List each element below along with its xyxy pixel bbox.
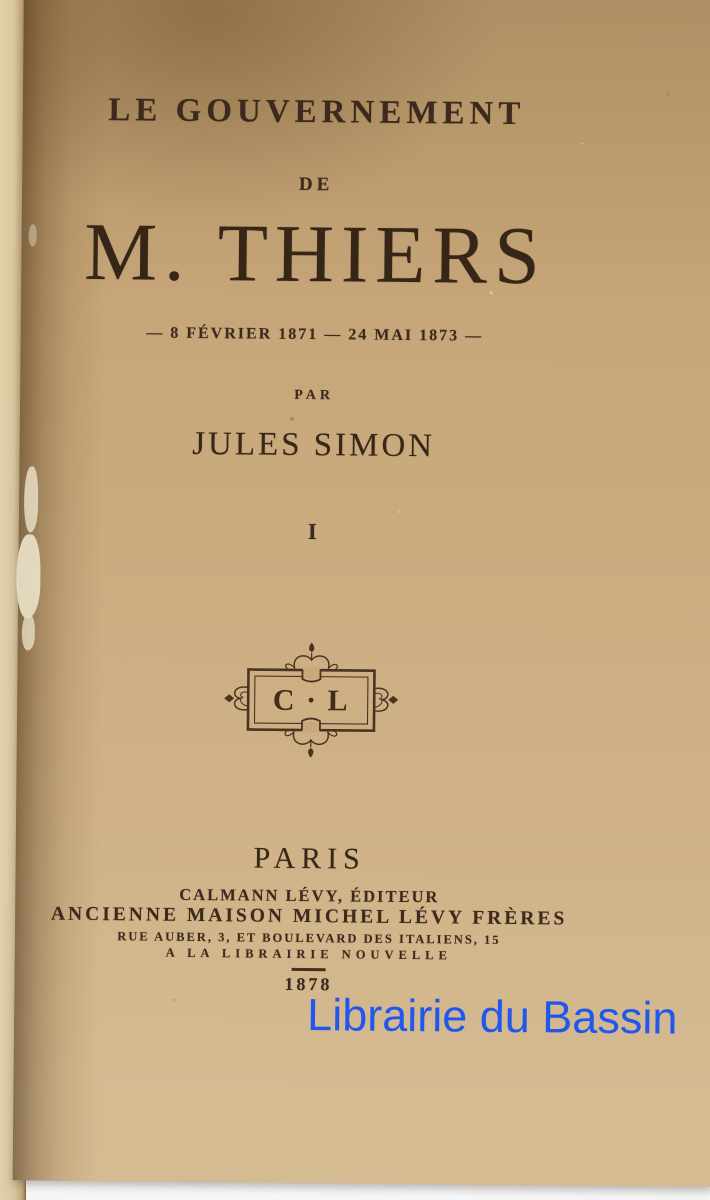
imprint-publisher: CALMANN LÉVY, ÉDITEUR <box>179 884 440 907</box>
author-name: JULES SIMON <box>192 425 436 465</box>
byline-label: PAR <box>294 387 335 404</box>
bookseller-watermark: Librairie du Bassin <box>306 989 678 1044</box>
imprint-bookshop: A LA LIBRAIRIE NOUVELLE <box>165 945 452 963</box>
title-page <box>13 0 710 1187</box>
date-range: — 8 FÉVRIER 1871 — 24 MAI 1873 — <box>146 324 484 345</box>
title-line-2: M. THIERS <box>83 205 548 302</box>
monogram-letters: C · L <box>272 683 350 718</box>
monogram-frame-icon <box>221 638 402 762</box>
volume-numeral: I <box>307 519 318 545</box>
imprint-house: ANCIENNE MAISON MICHEL LÉVY FRÈRES <box>50 903 568 930</box>
title-connector: DE <box>298 173 334 196</box>
title-line-1: LE GOUVERNEMENT <box>108 92 526 133</box>
paper-chip <box>16 534 41 618</box>
imprint-year: 1878 <box>284 973 333 995</box>
publisher-monogram-ornament <box>19 636 604 764</box>
imprint-city: PARIS <box>253 841 366 876</box>
imprint-address: RUE AUBER, 3, ET BOULEVARD DES ITALIENS, 15 <box>117 929 501 947</box>
